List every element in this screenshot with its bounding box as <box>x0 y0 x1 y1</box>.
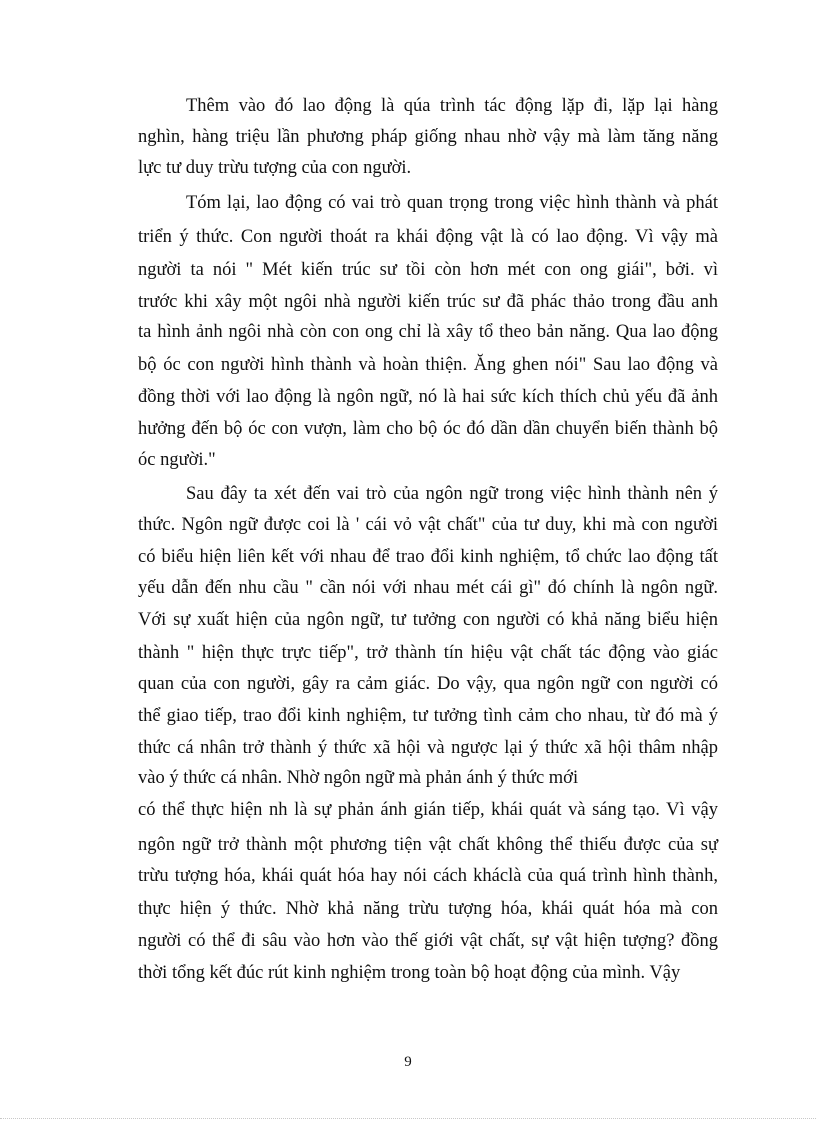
text-line: Sau đây ta xét đến vai trò của ngôn ngữ trong việc hình thành nên ý <box>186 484 718 504</box>
page-bottom-divider <box>0 1118 816 1119</box>
text-line: Với sự xuất hiện của ngôn ngữ, tư tưởng con người có khả năng biểu hiện <box>138 610 718 630</box>
text-line: ngôn ngữ trở thành một phương tiện vật chất không thể thiếu được của sự <box>138 835 718 855</box>
text-line: thức cá nhân trở thành ý thức xã hội và ngược lại ý thức xã hội thâm nhập <box>138 738 718 758</box>
text-line: Tóm lại, lao động có vai trò quan trọng trong việc hình thành và phát <box>186 193 718 213</box>
text-line: triển ý thức. Con người thoát ra khái động vật là có lao động. Vì vậy mà <box>138 227 718 247</box>
text-line: thành " hiện thực trực tiếp", trở thành tín hiệu vật chất tác động vào giác <box>138 643 718 663</box>
text-line: người ta nói " Mét kiến trúc sư tồi còn hơn mét con ong giái", bởi. vì <box>138 260 718 280</box>
text-line: hưởng đến bộ óc con vượn, làm cho bộ óc đó dần dần chuyển biến thành bộ <box>138 419 718 439</box>
page-number: 9 <box>404 1054 412 1070</box>
text-line: Thêm vào đó lao động là qúa trình tác động lặp đi, lặp lại hàng <box>186 96 718 116</box>
text-line: bộ óc con người hình thành và hoàn thiện. Ăng ghen nói" Sau lao động và <box>138 355 718 375</box>
text-line: có thể thực hiện nh là sự phản ánh gián tiếp, khái quát và sáng tạo. Vì vậy <box>138 800 718 820</box>
text-line: nghìn, hàng triệu lần phương pháp giống nhau nhờ vậy mà làm tăng năng <box>138 127 718 147</box>
text-line: quan của con người, gây ra cảm giác. Do vậy, qua ngôn ngữ con người có <box>138 674 718 694</box>
text-line: người có thể đi sâu vào hơn vào thế giới vật chất, sự vật hiện tượng? đồng <box>138 931 718 951</box>
text-line: trừu tượng hóa, khái quát hóa hay nói cách kháclà của quá trình hình thành, <box>138 866 718 886</box>
text-line: có biểu hiện liên kết với nhau để trao đổi kinh nghiệm, tổ chức lao động tất <box>138 547 718 567</box>
text-line: thực hiện ý thức. Nhờ khả năng trừu tượng hóa, khái quát hóa mà con <box>138 899 718 919</box>
text-line: ta hình ảnh ngôi nhà còn con ong chỉ là xây tổ theo bản năng. Qua lao động <box>138 322 718 342</box>
text-line: trước khi xây một ngôi nhà người kiến trúc sư đã phác thảo trong đầu anh <box>138 292 718 312</box>
text-line: thời tổng kết đúc rút kinh nghiệm trong toàn bộ hoạt động của mình. Vậy <box>138 963 681 983</box>
text-line: thể giao tiếp, trao đổi kinh nghiệm, tư tưởng tình cảm cho nhau, từ đó mà ý <box>138 706 718 726</box>
text-line: óc người." <box>138 450 216 470</box>
text-line: vào ý thức cá nhân. Nhờ ngôn ngữ mà phản ánh ý thức mới <box>138 768 579 788</box>
text-line: đồng thời với lao động là ngôn ngữ, nó là hai sức kích thích chủ yếu đã ảnh <box>138 387 718 407</box>
text-line: yếu dẫn đến nhu cầu " cần nói với nhau mét cái gì" đó chính là ngôn ngữ. <box>138 578 718 598</box>
text-line: lực tư duy trừu tượng của con người. <box>138 158 412 178</box>
text-line: thức. Ngôn ngữ được coi là ' cái vỏ vật chất" của tư duy, khi mà con người <box>138 515 718 535</box>
